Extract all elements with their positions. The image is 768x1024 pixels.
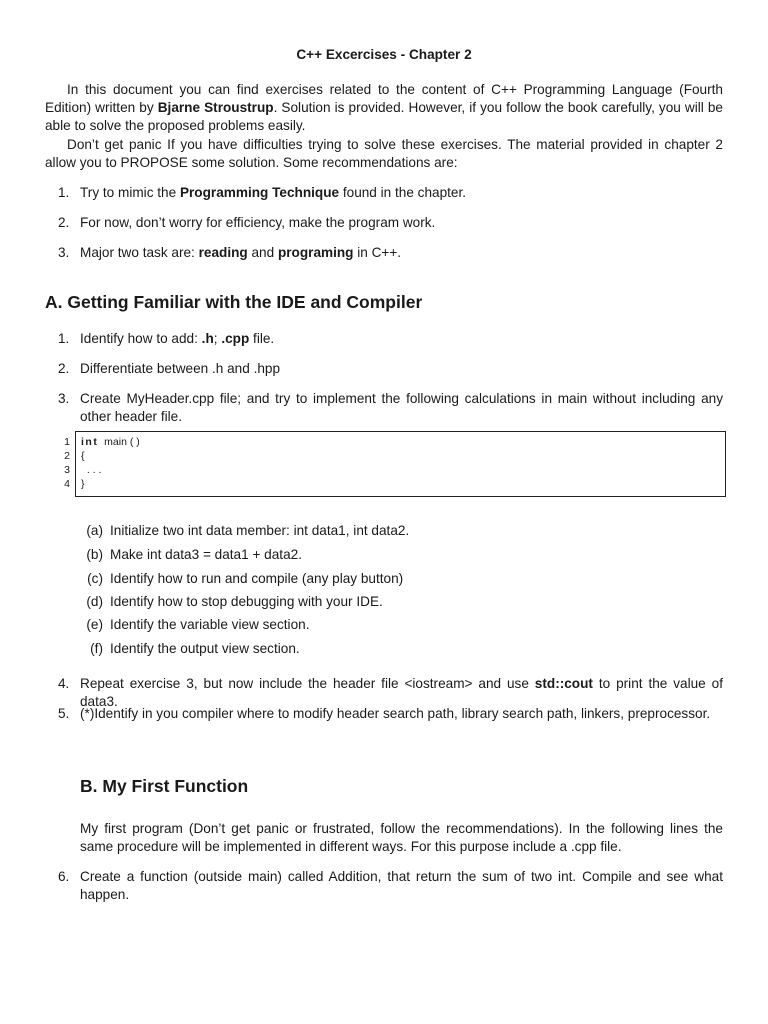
intro-text-2: Don’t get panic If you have difficulties trying to solve these exercises. The material provided in chapter 2 allow you to PROPOSE some solution. Some recommendations are: [45,137,723,170]
item-text: Create a function (outside main) called Addition, that return the sum of two int. Compile and see what happen. [80,869,723,902]
item-text: Major two task are: reading and programing in C++. [80,245,402,260]
item-number: 1. [58,185,70,200]
item-text: Create MyHeader.cpp file; and try to implement the following calculations in main without including any other header file. [80,391,723,424]
item-text: Differentiate between .h and .hpp [80,361,281,376]
code-line: . . . [81,464,102,476]
code-line: } [81,478,85,490]
item-number: 4. [58,676,70,691]
intro-paragraph-1 [45,81,723,135]
code-listing-box [75,431,726,497]
line-number: 2 [64,450,70,462]
item-number: 1. [58,331,70,346]
item-text: Identify how to add: .h; .cpp file. [80,331,275,346]
section-b-heading: B. My First Function [80,776,249,796]
item-number: 6. [58,869,70,884]
section-b-intro: My first program (Don’t get panic or frustrated, follow the recommendations). In the following lines the same procedure will be implemented in different ways. For this purpose include a .cpp file. [80,821,723,854]
intro-text-end: . Solution is provided. However, if you follow the book carefully, you will be able to solve the proposed problems easily. [45,100,723,133]
item-text: For now, don’t worry for efficiency, make the program work. [80,215,436,230]
item-text: Repeat exercise 3, but now include the header file <iostream> and use std::cout to print the value of data3. [80,676,723,709]
line-number: 1 [64,436,70,448]
author-name: Bjarne Stroustrup [157,100,274,115]
intro-paragraph-2 [45,136,723,172]
code-line: int main ( ) [81,436,140,448]
item-number: 3. [58,245,70,260]
item-number: 2. [58,361,70,376]
intro-text: In this document you can find exercises related to the content of C++ Programming Language (Fourth Edition) written by [45,82,723,115]
item-number: 3. [58,391,70,406]
line-number: 3 [64,464,70,476]
section-a-heading: A. Getting Familiar with the IDE and Compiler [45,292,423,312]
code-line: { [81,450,85,462]
document-title: C++ Excercises - Chapter 2 [296,47,472,62]
line-number: 4 [64,478,70,490]
item-text: (*)Identify in you compiler where to modify header search path, library search path, linkers, preprocessor. [80,706,711,721]
item-text: Try to mimic the Programming Technique found in the chapter. [80,185,467,200]
item-number: 2. [58,215,70,230]
item-number: 5. [58,706,70,721]
